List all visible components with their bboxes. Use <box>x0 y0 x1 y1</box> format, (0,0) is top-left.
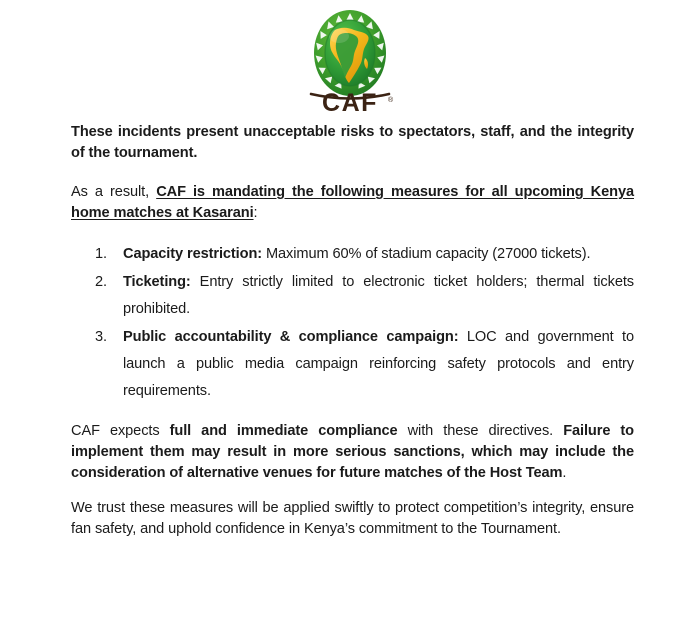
spacer <box>71 165 634 182</box>
list-item-label: Ticketing: <box>123 273 191 290</box>
closing-paragraph: We trust these measures will be applied swiftly to protect competition’s integrity, ensure fan safety, and uphold confidence in Kenya’s commitment to the Tournament. <box>71 499 634 538</box>
measures-list <box>71 241 634 406</box>
list-item-number: 3. <box>95 329 107 346</box>
list-item-body: Entry strictly limited to electronic ticket holders; thermal tickets prohibited. <box>123 273 634 318</box>
list-item-label: Capacity restriction: <box>123 245 263 262</box>
list-item <box>71 241 634 268</box>
mandate-lead: As a result, <box>71 183 157 200</box>
list-item-label: Public accountability & compliance campaign: <box>123 329 459 346</box>
compliance-part1: CAF expects <box>71 422 170 439</box>
spacer <box>71 485 634 498</box>
caf-logo-icon <box>291 8 409 112</box>
logo-header <box>0 0 699 112</box>
compliance-paragraph <box>71 421 634 485</box>
intro-paragraph: These incidents present unacceptable risks to spectators, staff, and the integrity of the tournament. <box>71 124 634 162</box>
mandate-paragraph <box>71 182 634 225</box>
compliance-part3: . <box>562 465 567 482</box>
list-item <box>71 269 634 323</box>
mandate-emphasis: CAF is mandating the following measures for all upcoming Kenya home matches at Kasarani <box>71 183 634 222</box>
list-item-number: 2. <box>95 273 107 290</box>
compliance-bold1: full and immediate compliance <box>169 422 398 439</box>
list-item-body: LOC and government to launch a public media campaign reinforcing safety protocols and entry requirements. <box>123 329 634 400</box>
list-item-body: Maximum 60% of stadium capacity (27000 tickets). <box>262 245 591 262</box>
compliance-bold2: Failure to implement them may result in more serious sanctions, which may include the consideration of alternative venues for future matches of the Host Team <box>71 422 634 482</box>
compliance-part2: with these directives. <box>397 422 564 439</box>
spacer <box>71 225 634 241</box>
list-item-number: 1. <box>95 245 107 262</box>
svg-text:CAF: CAF <box>321 89 378 112</box>
mandate-trailing: : <box>253 205 258 222</box>
spacer <box>71 407 634 421</box>
list-item <box>71 324 634 405</box>
document-body <box>71 122 634 541</box>
svg-text:®: ® <box>387 97 393 104</box>
